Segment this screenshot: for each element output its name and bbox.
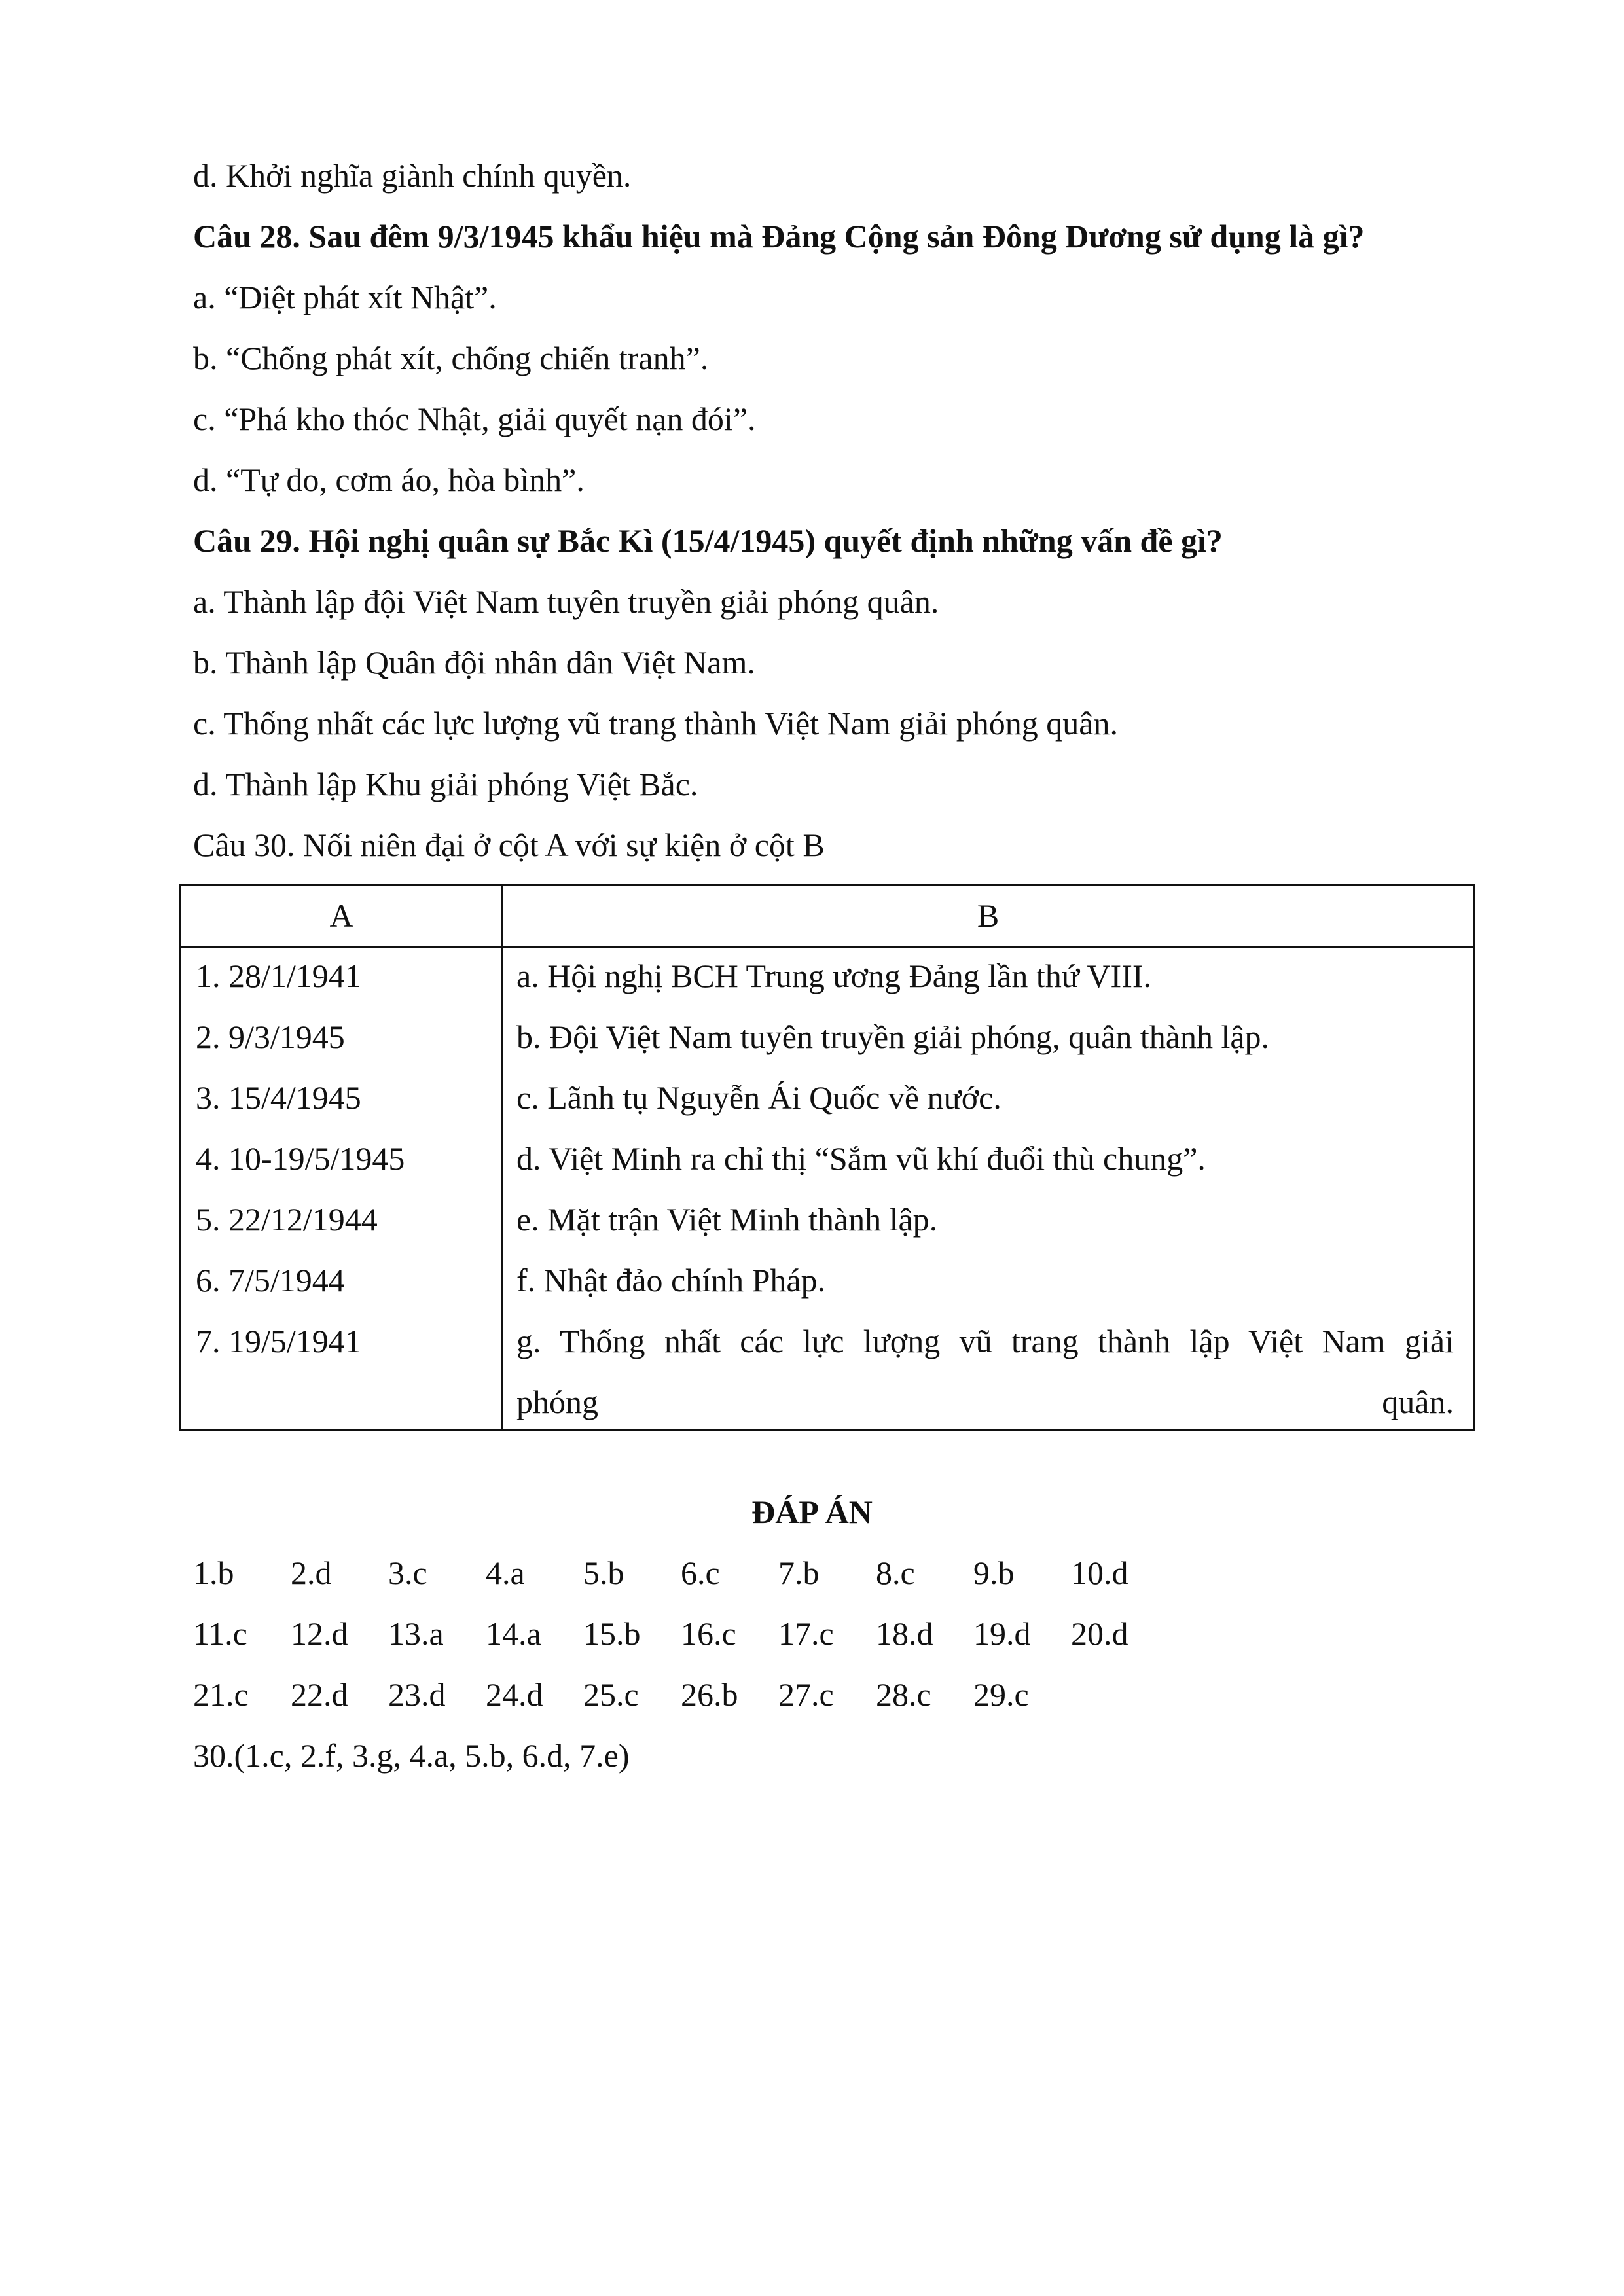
- answer-2: 2.d: [291, 1554, 332, 1591]
- event-item-f: f. Nhật đảo chính Pháp.: [516, 1262, 826, 1299]
- q29-option-c: c. Thống nhất các lực lượng vũ trang thành Việt Nam giải phóng quân.: [193, 705, 1118, 742]
- answer-17: 17.c: [778, 1615, 834, 1652]
- answer-22: 22.d: [291, 1676, 348, 1713]
- answer-25: 25.c: [583, 1676, 639, 1713]
- header-divider: [181, 946, 1473, 948]
- q27-option-d: d. Khởi nghĩa giành chính quyền.: [193, 157, 632, 194]
- event-item-b: b. Đội Việt Nam tuyên truyền giải phóng, quân thành lập.: [516, 1018, 1270, 1055]
- answer-9: 9.b: [973, 1554, 1015, 1591]
- event-item-c: c. Lãnh tụ Nguyễn Ái Quốc về nước.: [516, 1079, 1001, 1116]
- date-item-1: 1. 28/1/1941: [196, 958, 361, 994]
- column-divider: [501, 886, 503, 1429]
- column-a-header: A: [329, 897, 353, 934]
- q29-option-b: b. Thành lập Quân đội nhân dân Việt Nam.: [193, 644, 755, 681]
- date-item-6: 6. 7/5/1944: [196, 1262, 345, 1299]
- answer-7: 7.b: [778, 1554, 820, 1591]
- q28-option-b: b. “Chống phát xít, chống chiến tranh”.: [193, 340, 709, 376]
- answer-10: 10.d: [1071, 1554, 1128, 1591]
- q29-option-d: d. Thành lập Khu giải phóng Việt Bắc.: [193, 766, 698, 802]
- answer-5: 5.b: [583, 1554, 624, 1591]
- q28-option-a: a. “Diệt phát xít Nhật”.: [193, 279, 497, 315]
- matching-table: [179, 884, 1475, 1431]
- answer-1: 1.b: [193, 1554, 234, 1591]
- question-29-title: Câu 29. Hội nghị quân sự Bắc Kì (15/4/1945) quyết định những vấn đề gì?: [193, 522, 1223, 559]
- answer-8: 8.c: [876, 1554, 915, 1591]
- column-b-header: B: [977, 897, 1000, 934]
- answer-15: 15.b: [583, 1615, 641, 1652]
- answer-11: 11.c: [193, 1615, 247, 1652]
- answer-27: 27.c: [778, 1676, 834, 1713]
- answer-20: 20.d: [1071, 1615, 1128, 1652]
- answer-21: 21.c: [193, 1676, 249, 1713]
- answer-4: 4.a: [486, 1554, 525, 1591]
- q28-option-d: d. “Tự do, cơm áo, hòa bình”.: [193, 461, 585, 498]
- date-item-5: 5. 22/12/1944: [196, 1201, 378, 1238]
- date-item-3: 3. 15/4/1945: [196, 1079, 361, 1116]
- answer-30: 30.(1.c, 2.f, 3.g, 4.a, 5.b, 6.d, 7.e): [193, 1737, 630, 1774]
- answer-26: 26.b: [681, 1676, 738, 1713]
- event-item-e: e. Mặt trận Việt Minh thành lập.: [516, 1201, 938, 1238]
- q28-option-c: c. “Phá kho thóc Nhật, giải quyết nạn đói”.: [193, 401, 756, 437]
- answer-18: 18.d: [876, 1615, 933, 1652]
- answer-28: 28.c: [876, 1676, 931, 1713]
- answer-6: 6.c: [681, 1554, 720, 1591]
- answer-24: 24.d: [486, 1676, 543, 1713]
- date-item-4: 4. 10-19/5/1945: [196, 1140, 405, 1177]
- event-item-d: d. Việt Minh ra chỉ thị “Sắm vũ khí đuổi thù chung”.: [516, 1140, 1206, 1177]
- date-item-2: 2. 9/3/1945: [196, 1018, 345, 1055]
- answer-23: 23.d: [388, 1676, 446, 1713]
- answer-29: 29.c: [973, 1676, 1029, 1713]
- answer-12: 12.d: [291, 1615, 348, 1652]
- answer-16: 16.c: [681, 1615, 736, 1652]
- answer-3: 3.c: [388, 1554, 427, 1591]
- q29-option-a: a. Thành lập đội Việt Nam tuyên truyền giải phóng quân.: [193, 583, 939, 620]
- answer-key-title: ĐÁP ÁN: [751, 1494, 873, 1530]
- answer-14: 14.a: [486, 1615, 541, 1652]
- question-30-title: Câu 30. Nối niên đại ở cột A với sự kiện ở cột B: [193, 827, 825, 863]
- event-item-a: a. Hội nghị BCH Trung ương Đảng lần thứ VIII.: [516, 958, 1151, 994]
- question-28-title: Câu 28. Sau đêm 9/3/1945 khẩu hiệu mà Đảng Cộng sản Đông Dương sử dụng là gì?: [193, 218, 1365, 255]
- answer-19: 19.d: [973, 1615, 1031, 1652]
- event-item-g: g. Thống nhất các lực lượng vũ trang thành lập Việt Nam giải phóng quân.: [516, 1323, 1454, 1420]
- date-item-7: 7. 19/5/1941: [196, 1323, 361, 1359]
- answer-13: 13.a: [388, 1615, 444, 1652]
